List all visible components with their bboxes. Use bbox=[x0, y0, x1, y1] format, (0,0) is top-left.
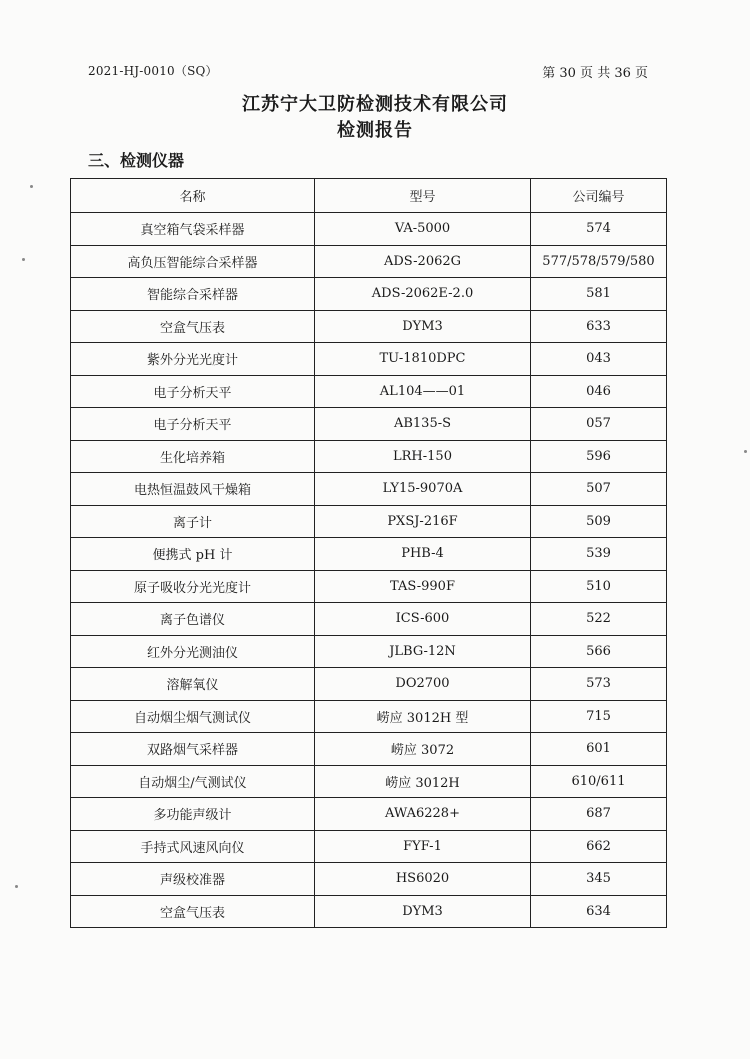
column-header-name: 名称 bbox=[71, 179, 315, 213]
instrument-name-cell: 生化培养箱 bbox=[71, 440, 315, 473]
table-row bbox=[71, 278, 667, 311]
company-code-cell: 522 bbox=[531, 603, 667, 636]
model-cell: 崂应 3012H bbox=[315, 765, 531, 798]
company-code-cell: 577/578/579/580 bbox=[531, 245, 667, 278]
table-row bbox=[71, 213, 667, 246]
scan-speck bbox=[22, 258, 25, 261]
table-row bbox=[71, 408, 667, 441]
model-cell: AB135-S bbox=[315, 408, 531, 441]
instrument-name-cell: 电子分析天平 bbox=[71, 375, 315, 408]
instrument-name-cell: 真空箱气袋采样器 bbox=[71, 213, 315, 246]
instrument-name-cell: 原子吸收分光光度计 bbox=[71, 570, 315, 603]
model-cell: DYM3 bbox=[315, 895, 531, 928]
table-row bbox=[71, 895, 667, 928]
company-code-cell: 573 bbox=[531, 668, 667, 701]
company-code-cell: 507 bbox=[531, 473, 667, 506]
table-row bbox=[71, 343, 667, 376]
scan-speck bbox=[30, 185, 33, 188]
table-row bbox=[71, 375, 667, 408]
company-code-cell: 715 bbox=[531, 700, 667, 733]
company-code-cell: 057 bbox=[531, 408, 667, 441]
company-code-cell: 596 bbox=[531, 440, 667, 473]
company-code-cell: 510 bbox=[531, 570, 667, 603]
table-row bbox=[71, 603, 667, 636]
company-code-cell: 687 bbox=[531, 798, 667, 831]
company-code-cell: 601 bbox=[531, 733, 667, 766]
company-name: 江苏宁大卫防检测技术有限公司 bbox=[242, 94, 508, 115]
table-row bbox=[71, 668, 667, 701]
table-row bbox=[71, 700, 667, 733]
model-cell: ADS-2062G bbox=[315, 245, 531, 278]
instrument-name-cell: 红外分光测油仪 bbox=[71, 635, 315, 668]
column-header-code: 公司编号 bbox=[531, 179, 667, 213]
model-cell: ADS-2062E-2.0 bbox=[315, 278, 531, 311]
company-code-cell: 610/611 bbox=[531, 765, 667, 798]
instrument-name-cell: 智能综合采样器 bbox=[71, 278, 315, 311]
section-title: 三、检测仪器 bbox=[88, 151, 185, 170]
model-cell: 崂应 3012H 型 bbox=[315, 700, 531, 733]
company-code-cell: 043 bbox=[531, 343, 667, 376]
instrument-name-cell: 自动烟尘/气测试仪 bbox=[71, 765, 315, 798]
instrument-name-cell: 便携式 pH 计 bbox=[71, 538, 315, 571]
table-body bbox=[71, 213, 667, 928]
table-row bbox=[71, 798, 667, 831]
model-cell: JLBG-12N bbox=[315, 635, 531, 668]
company-code-cell: 574 bbox=[531, 213, 667, 246]
table-row bbox=[71, 765, 667, 798]
company-code-cell: 509 bbox=[531, 505, 667, 538]
model-cell: TAS-990F bbox=[315, 570, 531, 603]
table-row bbox=[71, 570, 667, 603]
company-code-cell: 662 bbox=[531, 830, 667, 863]
model-cell: PXSJ-216F bbox=[315, 505, 531, 538]
instrument-name-cell: 高负压智能综合采样器 bbox=[71, 245, 315, 278]
model-cell: 崂应 3072 bbox=[315, 733, 531, 766]
company-code-cell: 634 bbox=[531, 895, 667, 928]
instrument-name-cell: 离子计 bbox=[71, 505, 315, 538]
model-cell: AWA6228+ bbox=[315, 798, 531, 831]
model-cell: PHB-4 bbox=[315, 538, 531, 571]
table-row bbox=[71, 830, 667, 863]
instrument-name-cell: 离子色谱仪 bbox=[71, 603, 315, 636]
company-code-cell: 345 bbox=[531, 863, 667, 896]
model-cell: TU-1810DPC bbox=[315, 343, 531, 376]
instrument-name-cell: 紫外分光光度计 bbox=[71, 343, 315, 376]
instrument-name-cell: 电热恒温鼓风干燥箱 bbox=[71, 473, 315, 506]
table-row bbox=[71, 538, 667, 571]
company-code-cell: 581 bbox=[531, 278, 667, 311]
instrument-name-cell: 空盒气压表 bbox=[71, 310, 315, 343]
table-row bbox=[71, 863, 667, 896]
company-code-cell: 566 bbox=[531, 635, 667, 668]
scan-speck bbox=[744, 450, 747, 453]
instrument-name-cell: 手持式风速风向仪 bbox=[71, 830, 315, 863]
instrument-name-cell: 双路烟气采样器 bbox=[71, 733, 315, 766]
table-row bbox=[71, 310, 667, 343]
model-cell: ICS-600 bbox=[315, 603, 531, 636]
table-row bbox=[71, 733, 667, 766]
model-cell: AL104——01 bbox=[315, 375, 531, 408]
instrument-table bbox=[70, 178, 667, 928]
instrument-name-cell: 声级校准器 bbox=[71, 863, 315, 896]
column-header-model: 型号 bbox=[315, 179, 531, 213]
instrument-name-cell: 溶解氧仪 bbox=[71, 668, 315, 701]
model-cell: VA-5000 bbox=[315, 213, 531, 246]
table-row bbox=[71, 635, 667, 668]
table-row bbox=[71, 245, 667, 278]
model-cell: LRH-150 bbox=[315, 440, 531, 473]
scan-speck bbox=[15, 885, 18, 888]
table-row bbox=[71, 440, 667, 473]
model-cell: DYM3 bbox=[315, 310, 531, 343]
document-title: 检测报告 bbox=[337, 120, 413, 141]
model-cell: DO2700 bbox=[315, 668, 531, 701]
company-code-cell: 633 bbox=[531, 310, 667, 343]
table-row bbox=[71, 473, 667, 506]
report-number: 2021-HJ-0010（SQ） bbox=[88, 64, 218, 78]
model-cell: HS6020 bbox=[315, 863, 531, 896]
table-header-row bbox=[71, 179, 667, 213]
instrument-name-cell: 自动烟尘烟气测试仪 bbox=[71, 700, 315, 733]
company-code-cell: 539 bbox=[531, 538, 667, 571]
instrument-name-cell: 多功能声级计 bbox=[71, 798, 315, 831]
company-code-cell: 046 bbox=[531, 375, 667, 408]
page-number: 第 30 页 共 36 页 bbox=[542, 66, 648, 81]
table-row bbox=[71, 505, 667, 538]
model-cell: FYF-1 bbox=[315, 830, 531, 863]
model-cell: LY15-9070A bbox=[315, 473, 531, 506]
instrument-name-cell: 电子分析天平 bbox=[71, 408, 315, 441]
instrument-name-cell: 空盒气压表 bbox=[71, 895, 315, 928]
